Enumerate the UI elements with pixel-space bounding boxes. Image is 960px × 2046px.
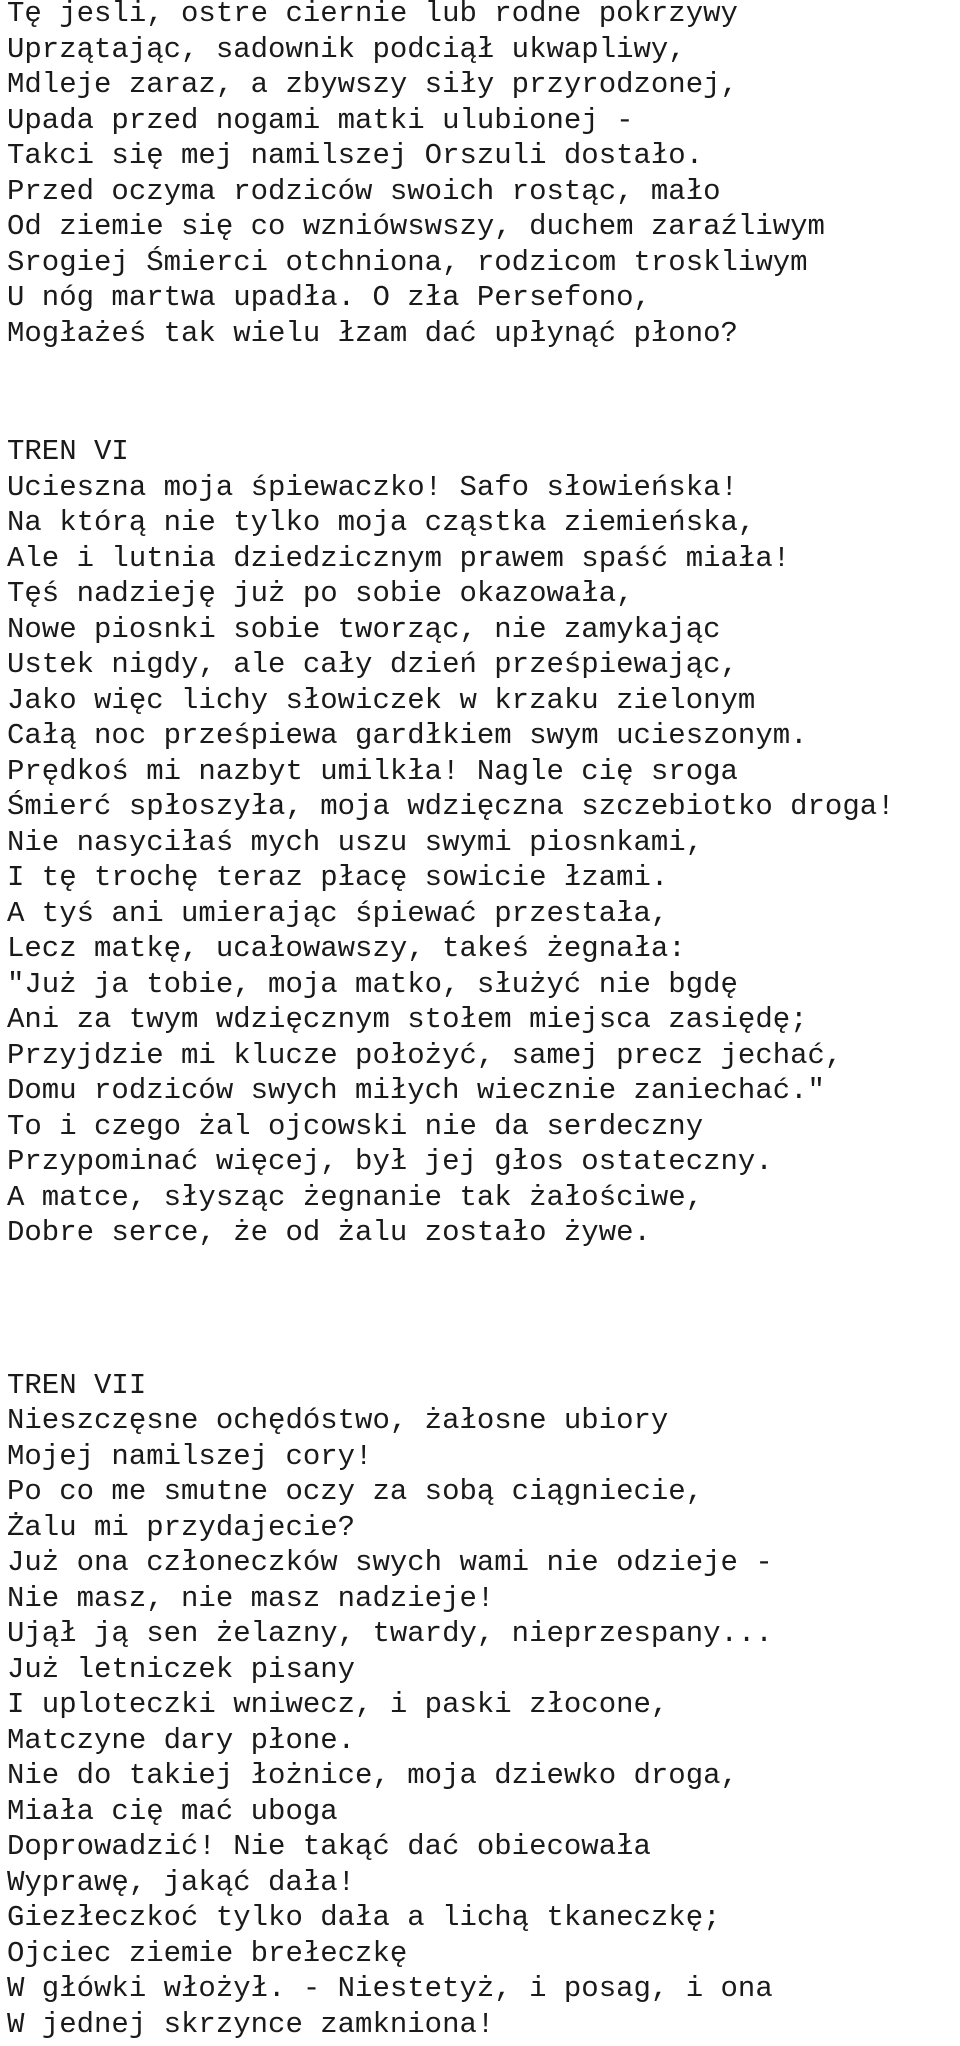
verse-line: Mogłażeś tak wielu łzam dać upłynąć płono? [7,316,738,350]
verse-line: W jednej skrzynce zamkniona! [7,2007,495,2041]
verse-line: Wyprawę, jakąć dała! [7,1865,356,1899]
verse-line: Nie do takiej łożnice, moja dziewko droga, [7,1759,738,1792]
verse-line: Lecz matkę, ucałowawszy, takeś żegnała: [7,932,686,965]
verse-line: A matce, słysząc żegnanie tak żałościwe, [7,1180,704,1214]
verse-line: I tę trochę teraz płacę sowicie łzami. [7,861,669,894]
verse-line: Ani za twym wdzięcznym stołem miejsca zasiędę; [7,1003,808,1036]
verse-line: Na którą nie tylko moja cząstka ziemieńska, [7,506,756,539]
verse-line: Śmierć spłoszyła, moja wdzięczna szczebiotko droga! [7,790,895,823]
verse-line: Mojej namilszej cory! [7,1439,373,1473]
verse-line: Ale i lutnia dziedzicznym prawem spaść miała! [7,541,791,575]
verse-line: Całą noc prześpiewa gardłkiem swym ucieszonym. [7,719,808,752]
verse-line: Mdleje zaraz, a zbywszy siły przyrodzonej, [7,68,738,101]
verse-line: Doprowadzić! Nie takąć dać obiecowała [7,1830,651,1863]
fragment-section [7,0,960,351]
poem-title: TREN VI [7,435,129,468]
verse-line: Ucieszna moja śpiewaczko! Safo słowieńska! [7,470,738,504]
verse-line: Domu rodziców swych miłych wiecznie zaniechać." [7,1074,825,1107]
verse-line: W główki włożył. - Niestetyż, i posag, i ona [7,1972,773,2005]
verse-line: A tyś ani umierając śpiewać przestała, [7,896,669,930]
tren-vi-section [7,434,960,1251]
verse-line: Nowe piosnki sobie tworząc, nie zamykając [7,612,721,646]
verse-line: Już ona członeczków swych wami nie odzieje - [7,1546,773,1579]
verse-line: Po co me smutne oczy za sobą ciągniecie, [7,1475,704,1508]
verse-line: Matczyne dary płone. [7,1723,356,1757]
verse-line: Ojciec ziemie brełeczkę [7,1936,408,1970]
verse-line: Już letniczek pisany [7,1652,356,1686]
verse-line: Żalu mi przydajecie? [7,1510,356,1544]
verse-line: Dobre serce, że od żalu zostało żywe. [7,1216,651,1249]
verse-line: Przyjdzie mi klucze położyć, samej precz jechać, [7,1038,843,1072]
tren-vii-section [7,1368,960,2043]
verse-line: Od ziemie się co wzniówswszy, duchem zaraźliwym [7,210,825,243]
verse-line: Ustek nigdy, ale cały dzień prześpiewając, [7,648,738,681]
verse-line: U nóg martwa upadła. O zła Persefono, [7,281,651,314]
verse-line: Takci się mej namilszej Orszuli dostało. [7,139,704,172]
verse-line: Srogiej Śmierci otchniona, rodzicom troskliwym [7,245,808,279]
verse-line: Upada przed nogami matki ulubionej - [7,103,634,137]
verse-line: Ujął ją sen żelazny, twardy, nieprzespany... [7,1617,773,1650]
section-spacer [7,351,960,434]
poem-title: TREN VII [7,1368,147,1402]
verse-line: Prędkoś mi nazbyt umilkła! Nagle cię sroga [7,754,738,788]
verse-line: Nie masz, nie masz nadzieje! [7,1581,495,1615]
document-page [7,0,960,2042]
verse-line: Przed oczyma rodziców swoich rostąc, mało [7,174,721,208]
verse-line: Jako więc lichy słowiczek w krzaku zielonym [7,683,756,717]
verse-line: "Już ja tobie, moja matko, służyć nie bgdę [7,967,738,1001]
verse-line: Tę jesli, ostre ciernie lub rodne pokrzywy [7,0,738,30]
verse-line: Tęś nadzieję już po sobie okazowała, [7,577,634,610]
verse-line: To i czego żal ojcowski nie da serdeczny [7,1109,704,1143]
verse-line: Uprzątając, sadownik podciął ukwapliwy, [7,32,686,66]
verse-line: I uploteczki wniwecz, i paski złocone, [7,1688,669,1721]
verse-line: Miała cię mać uboga [7,1794,338,1828]
verse-line: Przypominać więcej, był jej głos ostateczny. [7,1145,773,1178]
verse-line: Giezłeczkoć tylko dała a lichą tkaneczkę; [7,1901,721,1934]
verse-line: Nieszczęsne ochędóstwo, żałosne ubiory [7,1404,669,1437]
verse-line: Nie nasyciłaś mych uszu swymi piosnkami, [7,825,704,859]
section-spacer [7,1251,960,1368]
